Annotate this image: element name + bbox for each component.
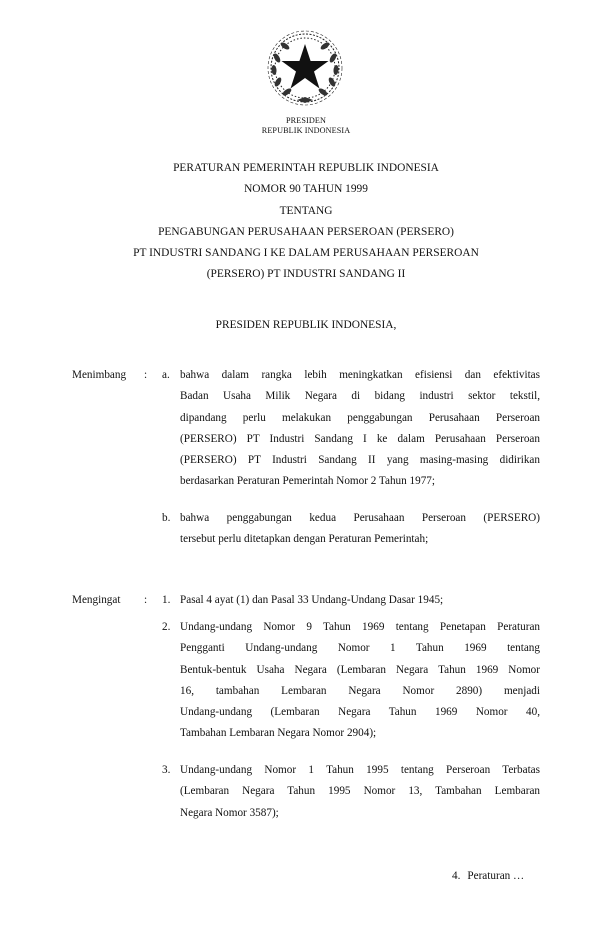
continuation-marker: 4. bbox=[452, 870, 461, 882]
text-line: Bentuk-bentuk Usaha Negara (Lembaran Negara Tahun 1969 Nomor bbox=[180, 663, 540, 676]
text-line: bahwa penggabungan kedua Perusahaan Perseroan (PERSERO) bbox=[180, 512, 540, 524]
text-line: Tambahan Lembaran Negara Nomor 2904); bbox=[180, 727, 377, 740]
page-continuation bbox=[452, 869, 524, 883]
item-text bbox=[180, 365, 540, 493]
text-line: dipandang perlu melakukan penggabungan Perusahaan Perseroan bbox=[180, 411, 540, 424]
header-president: PRESIDEN bbox=[286, 116, 326, 125]
text-line: (PERSERO) PT Industri Sandang II yang masing-masing didirikan bbox=[180, 454, 540, 467]
section-label: Menimbang bbox=[72, 369, 127, 381]
presidential-emblem-icon bbox=[265, 28, 345, 108]
header-republic: REPUBLIK INDONESIA bbox=[261, 126, 351, 135]
text-line: Undang-undang Nomor 1 Tahun 1995 tentang Perseroan Terbatas bbox=[180, 764, 540, 776]
title-line: NOMOR 90 TAHUN 1999 bbox=[244, 183, 368, 196]
section-colon: : bbox=[144, 594, 148, 606]
item-marker: 1. bbox=[162, 594, 171, 606]
title-line: PENGABUNGAN PERUSAHAAN PERSEROAN (PERSERO) bbox=[158, 225, 454, 238]
item-text bbox=[180, 590, 540, 611]
text-line: Negara Nomor 3587); bbox=[180, 806, 279, 819]
text-line: bahwa dalam rangka lebih meningkatkan efisiensi dan efektivitas bbox=[180, 369, 540, 381]
title-line: PERATURAN PEMERINTAH REPUBLIK INDONESIA bbox=[173, 162, 439, 174]
title-line: (PERSERO) PT INDUSTRI SANDANG II bbox=[206, 268, 406, 281]
item-marker: a. bbox=[162, 369, 170, 381]
item-marker: b. bbox=[162, 512, 171, 524]
text-line: Undang-undang (Lembaran Negara Tahun 1969 Nomor 40, bbox=[180, 706, 540, 719]
title-line: TENTANG bbox=[279, 204, 333, 217]
item-text bbox=[180, 617, 540, 745]
text-line: tersebut perlu ditetapkan dengan Peraturan Pemerintah; bbox=[180, 533, 429, 546]
text-line: Pengganti Undang-undang Nomor 1 Tahun 1969 tentang bbox=[180, 642, 540, 655]
item-text bbox=[180, 508, 540, 551]
item-marker: 3. bbox=[162, 764, 171, 776]
text-line: berdasarkan Peraturan Pemerintah Nomor 2 Tahun 1977; bbox=[180, 475, 436, 488]
section-label: Mengingat bbox=[72, 594, 121, 606]
section-colon: : bbox=[144, 369, 148, 381]
text-line: Badan Usaha Milik Negara di bidang industri sektor tekstil, bbox=[180, 390, 540, 403]
president-heading: PRESIDEN REPUBLIK INDONESIA, bbox=[215, 319, 397, 331]
item-marker: 2. bbox=[162, 621, 171, 633]
title-line: PT INDUSTRI SANDANG I KE DALAM PERUSAHAAN PERSEROAN bbox=[133, 247, 479, 260]
text-line: 16, tambahan Lembaran Negara Nomor 2890) menjadi bbox=[180, 684, 540, 697]
item-text bbox=[180, 760, 540, 824]
text-line: Pasal 4 ayat (1) dan Pasal 33 Undang-Undang Dasar 1945; bbox=[180, 594, 444, 606]
document-title bbox=[0, 158, 612, 286]
continuation-text: Peraturan … bbox=[467, 870, 525, 882]
text-line: Undang-undang Nomor 9 Tahun 1969 tentang Penetapan Peraturan bbox=[180, 621, 540, 633]
text-line: (Lembaran Negara Tahun 1995 Nomor 13, Tambahan Lembaran bbox=[180, 785, 540, 798]
text-line: (PERSERO) PT Industri Sandang I ke dalam Perusahaan Perseroan bbox=[180, 432, 540, 445]
